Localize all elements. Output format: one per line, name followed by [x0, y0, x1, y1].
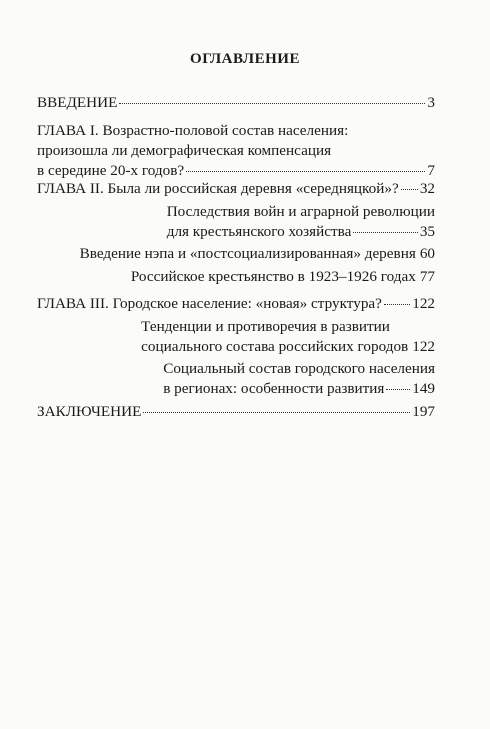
- toc-page-number: 32: [419, 180, 435, 197]
- toc-heading: ОГЛАВЛЕНИЕ: [190, 51, 300, 67]
- toc-entry-section-2-1[interactable]: [167, 202, 435, 242]
- toc-entry-title: ЗАКЛЮЧЕНИЕ: [37, 403, 142, 420]
- toc-entry-title: Российское крестьянство в 1923–1926 годах: [130, 268, 416, 285]
- toc-page-number: 122: [412, 338, 435, 355]
- toc-page-number: 197: [412, 403, 435, 420]
- toc-entry-chapter-1[interactable]: [37, 121, 435, 181]
- toc-entry-title: Введение нэпа и «постсоциализированная» деревня: [79, 245, 416, 262]
- toc-entry-section-3-2[interactable]: [163, 359, 435, 399]
- toc-entry-title: Тенденции и противоречия в развитии: [141, 318, 390, 335]
- dot-leader: [401, 188, 418, 190]
- toc-entry-section-3-1[interactable]: [141, 317, 435, 357]
- toc-page-number: 3: [427, 94, 435, 111]
- toc-entry-chapter-2[interactable]: [37, 179, 435, 199]
- toc-page-number: 77: [419, 268, 435, 285]
- toc-page-number: 122: [412, 295, 435, 312]
- toc-entry-title: в середине 20-х годов?: [37, 162, 185, 179]
- toc-entry-introduction[interactable]: [37, 93, 435, 113]
- toc-page-number: 149: [412, 380, 435, 397]
- toc-entry-title: для крестьянского хозяйства: [166, 223, 352, 240]
- toc-entry-section-2-2[interactable]: [80, 244, 435, 264]
- dot-leader: [143, 411, 410, 413]
- toc-entry-chapter-3[interactable]: [37, 294, 435, 314]
- dot-leader: [386, 388, 410, 390]
- toc-entry-title: ВВЕДЕНИЕ: [37, 94, 118, 111]
- dot-leader: [186, 170, 425, 172]
- toc-entry-title: в регионах: особенности развития: [163, 380, 385, 397]
- toc-entry-title: Социальный состав городского населения: [163, 360, 435, 377]
- toc-entry-section-2-3[interactable]: [131, 267, 435, 287]
- toc-entry-conclusion[interactable]: [37, 402, 435, 422]
- dot-leader: [353, 231, 418, 233]
- toc-entry-title: Последствия войн и аграрной революции: [166, 203, 435, 220]
- toc-entry-title: произошла ли демографическая компенсация: [37, 142, 332, 159]
- toc-entry-title: ГЛАВА II. Была ли российская деревня «середняцкой»?: [37, 180, 399, 197]
- toc-entry-title: социального состава российских городов: [141, 338, 409, 355]
- dot-leader: [119, 102, 425, 104]
- toc-entry-title: ГЛАВА III. Городское население: «новая» структура?: [37, 295, 382, 312]
- dot-leader: [384, 303, 410, 305]
- toc-page-number: 7: [427, 162, 435, 179]
- toc-entry-title: ГЛАВА I. Возрастно-половой состав населения:: [37, 122, 349, 139]
- toc-page-number: 35: [419, 223, 435, 240]
- toc-page-number: 60: [419, 245, 435, 262]
